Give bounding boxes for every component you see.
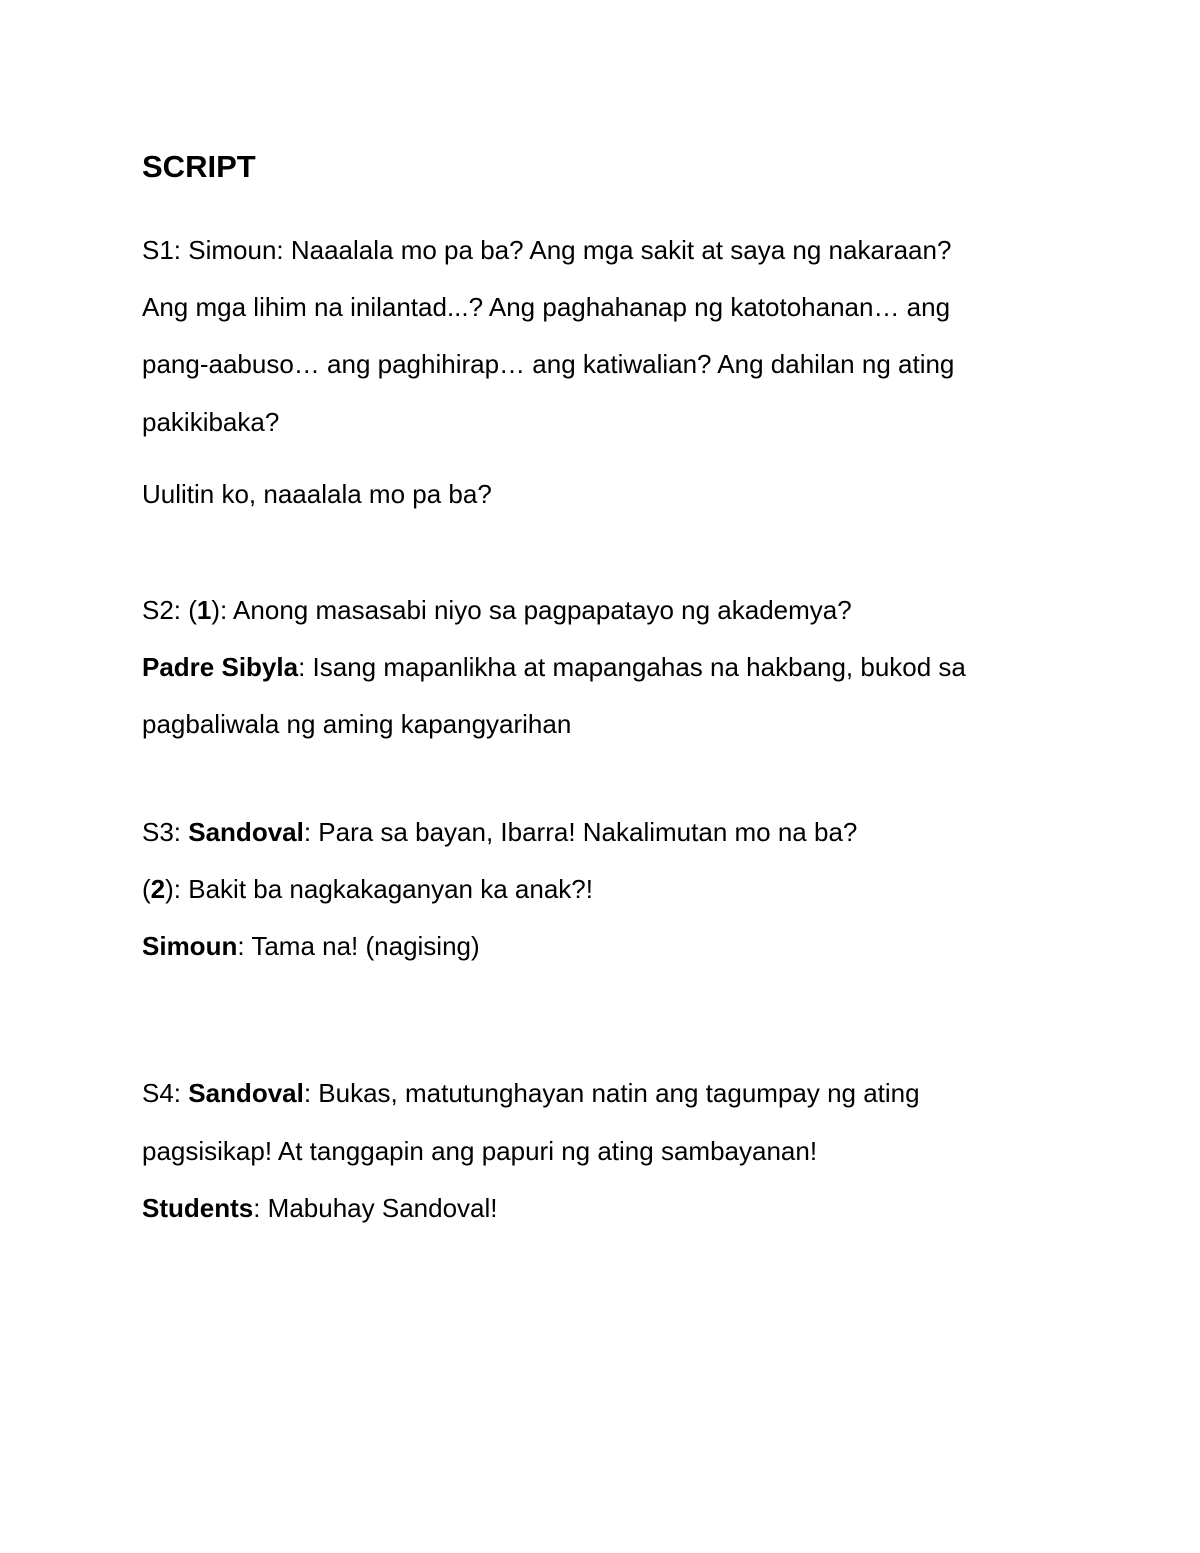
s4-prefix: S4: <box>142 1078 189 1108</box>
s1-line-2: Ang mga lihim na inilantad...? Ang paghahanap ng katotohanan… ang <box>142 292 951 322</box>
s2-line-2 <box>142 649 966 685</box>
s3-line-3 <box>142 928 480 964</box>
s2-speech-1: : Isang mapanlikha at mapangahas na hakbang, bukod sa <box>298 652 966 682</box>
s4-speech-2: : Mabuhay Sandoval! <box>253 1193 498 1223</box>
s4-speech-1: : Bukas, matutunghayan natin ang tagumpay ng ating <box>303 1078 920 1108</box>
s4-line-3 <box>142 1190 498 1226</box>
speaker-simoun: Simoun <box>142 931 238 961</box>
s4-line-2: pagsisikap! At tanggapin ang papuri ng ating sambayanan! <box>142 1136 818 1166</box>
document-title: SCRIPT <box>142 149 256 184</box>
s2-number: 1 <box>196 595 212 625</box>
s1-line-4: pakikibaka? <box>142 407 280 437</box>
s3-open-paren: ( <box>142 874 151 904</box>
s2-line-3: pagbaliwala ng aming kapangyarihan <box>142 709 572 739</box>
s3-number: 2 <box>150 874 166 904</box>
s3-speech-2: ): Bakit ba nagkakaganyan ka anak?! <box>165 874 593 904</box>
speaker-sandoval: Sandoval <box>188 817 304 847</box>
s3-prefix: S3: <box>142 817 189 847</box>
s3-line-2 <box>142 871 593 907</box>
s1-line-3: pang-aabuso… ang paghihirap… ang katiwalian? Ang dahilan ng ating <box>142 349 955 379</box>
s2-question: ): Anong masasabi niyo sa pagpapatayo ng akademya? <box>211 595 852 625</box>
s3-line-1 <box>142 814 857 850</box>
s3-speech-3: : Tama na! (nagising) <box>237 931 480 961</box>
s1-line-1: S1: Simoun: Naaalala mo pa ba? Ang mga sakit at saya ng nakaraan? <box>142 235 952 265</box>
speaker-padre-sibyla: Padre Sibyla <box>142 652 299 682</box>
s2-line-1 <box>142 592 852 628</box>
s1-line-5: Uulitin ko, naaalala mo pa ba? <box>142 479 492 509</box>
s3-speech-1: : Para sa bayan, Ibarra! Nakalimutan mo na ba? <box>303 817 858 847</box>
speaker-sandoval-s4: Sandoval <box>188 1078 304 1108</box>
s2-prefix: S2: ( <box>142 595 197 625</box>
speaker-students: Students <box>142 1193 254 1223</box>
s4-line-1 <box>142 1075 920 1111</box>
